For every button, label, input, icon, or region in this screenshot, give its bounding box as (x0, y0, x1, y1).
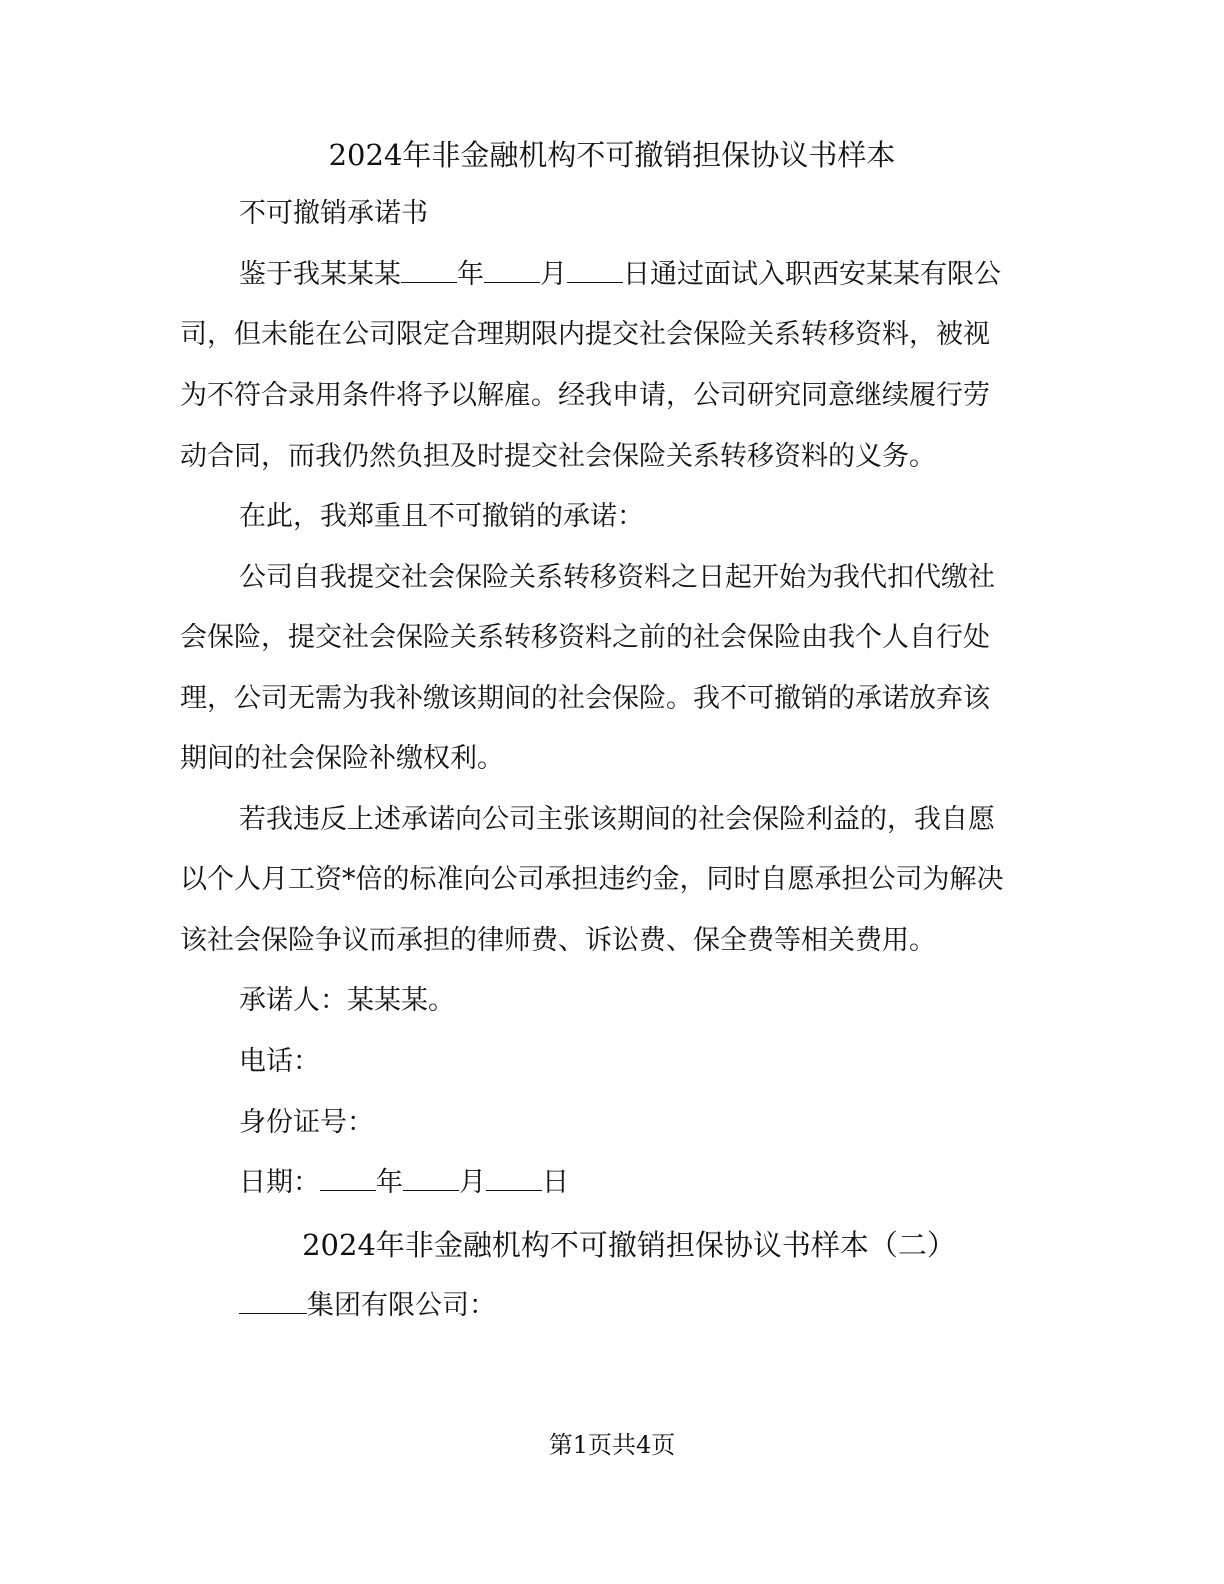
paragraph-1-line-3: 为不符合录用条件将予以解雇。经我申请，公司研究同意继续履行劳 (180, 380, 990, 411)
paragraph-3-line-1: 公司自我提交社会保险关系转移资料之日起开始为我代扣代缴社 (239, 562, 995, 593)
paragraph-1-line-2: 司，但未能在公司限定合理期限内提交社会保险关系转移资料，被视 (180, 319, 990, 350)
blank-line (403, 1164, 459, 1191)
paragraph-2: 在此，我郑重且不可撤销的承诺： (239, 501, 644, 532)
page-footer: 第1页共4页 (548, 1431, 676, 1459)
paragraph-3-line-3: 理，公司无需为我补缴该期间的社会保险。我不可撤销的承诺放弃该 (180, 683, 990, 714)
addressee-line (239, 1286, 1089, 1326)
blank-line (401, 256, 457, 283)
id-number-line: 身份证号： (239, 1107, 374, 1138)
paragraph-4-line-2: 以个人月工资*倍的标准向公司承担违约金，同时自愿承担公司为解决 (180, 864, 1004, 895)
blank-line (484, 256, 540, 283)
date-day: 日 (542, 1167, 569, 1198)
paragraph-1-line-4: 动合同，而我仍然负担及时提交社会保险关系转移资料的义务。 (180, 441, 936, 472)
blank-line (239, 1287, 307, 1314)
text-segment: 月 (540, 259, 567, 290)
paragraph-4-line-3: 该社会保险争议而承担的律师费、诉讼费、保全费等相关费用。 (180, 925, 936, 956)
blank-line (320, 1164, 376, 1191)
date-label: 日期： (239, 1167, 320, 1198)
blank-line (567, 256, 623, 283)
paragraph-3-line-4: 期间的社会保险补缴权利。 (180, 743, 504, 774)
paragraph-3-line-2: 会保险，提交社会保险关系转移资料之前的社会保险由我个人自行处 (180, 622, 990, 653)
subtitle: 不可撤销承诺书 (239, 198, 428, 229)
addressee-text: 集团有限公司： (307, 1290, 496, 1321)
blank-line (486, 1164, 542, 1191)
paragraph-1-line-1 (239, 255, 1089, 295)
signer-line: 承诺人：某某某。 (239, 985, 455, 1016)
text-segment: 鉴于我某某某 (239, 259, 401, 290)
paragraph-4-line-1: 若我违反上述承诺向公司主张该期间的社会保险利益的，我自愿 (239, 804, 995, 835)
section-2-title: 2024年非金融机构不可撤销担保协议书样本（二） (302, 1228, 956, 1262)
phone-line: 电话： (239, 1046, 320, 1077)
date-year: 年 (376, 1167, 403, 1198)
date-month: 月 (459, 1167, 486, 1198)
date-line (239, 1163, 1089, 1203)
text-segment: 日通过面试入职西安某某有限公 (623, 259, 1001, 290)
text-segment: 年 (457, 259, 484, 290)
document-title: 2024年非金融机构不可撤销担保协议书样本 (328, 138, 896, 172)
